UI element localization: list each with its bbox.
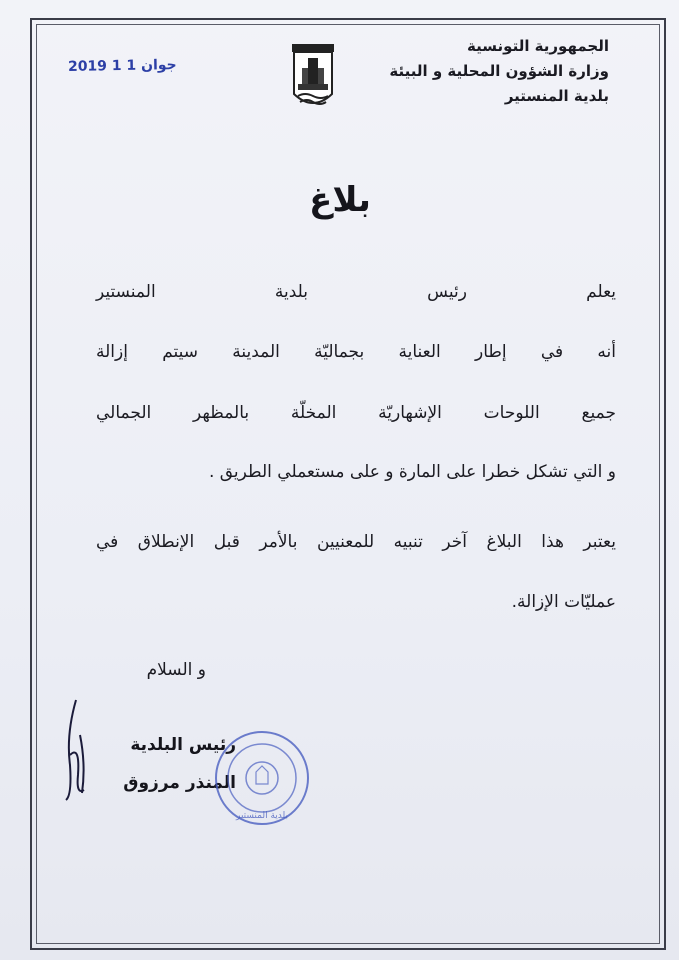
seal-text: بلدية المنستير <box>236 811 288 821</box>
municipality-emblem <box>290 42 336 118</box>
signatory-name: المنذر مرزوق <box>123 773 236 793</box>
date-stamp: 2019 جوان 1 1 <box>67 57 177 75</box>
letterhead <box>389 34 609 109</box>
letterhead-republic: الجمهورية التونسية <box>467 37 609 55</box>
signatory-title: رئيس البلدية <box>130 735 236 755</box>
letterhead-municipality: بلدية المنستير <box>504 87 609 105</box>
body-line-3: جميع اللوحات الإشهاريّة المخلّة بالمظهر الجمالي <box>96 403 616 423</box>
closing-greeting: و السلام <box>146 660 206 680</box>
official-seal <box>212 728 312 828</box>
body-line-6: عمليّات الإزالة. <box>511 592 616 612</box>
body-line-4: و التي تشكل خطرا على المارة و على مستعملي الطريق . <box>208 462 616 482</box>
notice-title: بلاغ <box>309 180 371 220</box>
letterhead-ministry: وزارة الشؤون المحلية و البيئة <box>389 62 609 80</box>
body-line-1: يعلم رئيس بلدية المنستير <box>96 282 616 302</box>
body-line-5: يعتبر هذا البلاغ آخر تنبيه للمعنيين بالأمر قبل الإنطلاق في <box>96 532 616 552</box>
body-line-2: أنه في إطار العناية بجماليّة المدينة سيتم إزالة <box>96 342 616 362</box>
inner-frame <box>36 24 660 944</box>
handwritten-signature <box>56 695 96 805</box>
